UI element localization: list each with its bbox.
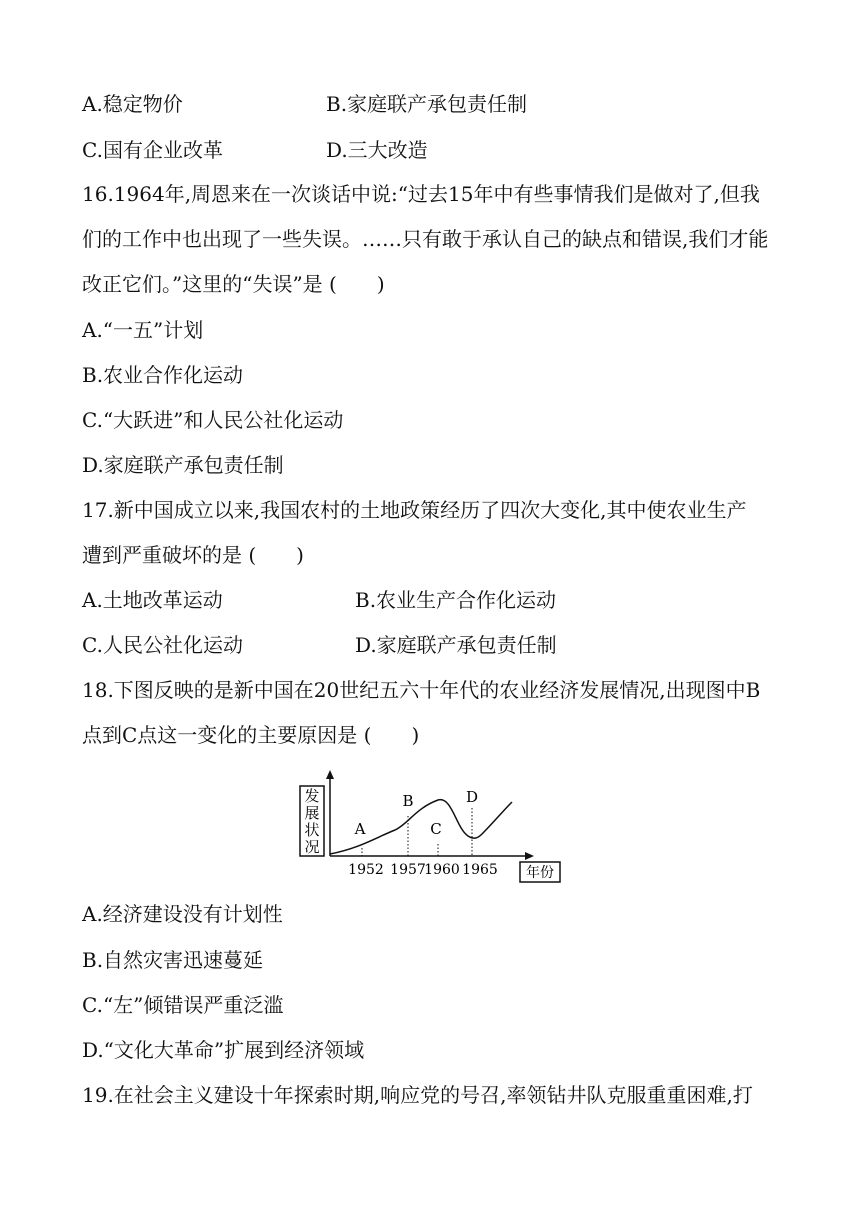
q18-option-a: A.经济建设没有计划性 <box>82 902 283 926</box>
q15-option-c: C.国有企业改革 <box>82 138 223 162</box>
q15-option-d: D.三大改造 <box>326 138 428 162</box>
y-axis-arrow <box>326 770 334 779</box>
tick-label-1957: 1957 <box>390 862 426 878</box>
point-label-c: C <box>430 820 442 838</box>
q18-option-c: C.“左”倾错误严重泛滥 <box>82 993 284 1017</box>
agriculture-trend-figure <box>290 768 570 888</box>
y-label-char-2: 展 <box>304 804 320 822</box>
y-label-char-3: 状 <box>304 821 320 839</box>
q17-option-a: A.土地改革运动 <box>82 588 223 612</box>
x-label: 年份 <box>526 865 554 881</box>
q19-stem-line-1: 19.在社会主义建设十年探索时期,响应党的号召,率领钻井队克服重重困难,打 <box>82 1083 753 1107</box>
q17-option-b: B.农业生产合作化运动 <box>355 588 557 612</box>
y-label-char-4: 况 <box>304 838 320 856</box>
q17-stem-line-1: 17.新中国成立以来,我国农村的土地政策经历了四次大变化,其中使农业生产 <box>82 498 747 522</box>
q16-option-b: B.农业合作化运动 <box>82 363 244 387</box>
q16-option-a: A.“一五”计划 <box>82 318 204 342</box>
q17-option-c: C.人民公社化运动 <box>82 633 243 657</box>
q17-stem-line-2: 遭到严重破坏的是 ( ) <box>82 543 304 567</box>
q15-option-a: A.稳定物价 <box>82 92 183 116</box>
q18-stem-line-2: 点到C点这一变化的主要原因是 ( ) <box>82 723 420 747</box>
q16-option-d: D.家庭联产承包责任制 <box>82 453 284 477</box>
q15-option-b: B.家庭联产承包责任制 <box>326 92 528 116</box>
q16-stem-line-1: 16.1964年,周恩来在一次谈话中说:“过去15年中有些事情我们是做对了,但我 <box>82 182 760 206</box>
tick-label-1960: 1960 <box>424 862 460 878</box>
tick-label-1965: 1965 <box>462 862 498 878</box>
point-label-d: D <box>465 788 479 806</box>
x-axis-arrow <box>525 852 534 860</box>
point-label-b: B <box>402 792 414 810</box>
q16-stem-line-3: 改正它们。”这里的“失误”是 ( ) <box>82 272 385 296</box>
tick-label-1952: 1952 <box>348 862 384 878</box>
q16-stem-line-2: 们的工作中也出现了一些失误。……只有敢于承认自己的缺点和错误,我们才能 <box>82 227 769 251</box>
y-label-char-1: 发 <box>304 787 320 805</box>
q18-option-d: D.“文化大革命”扩展到经济领域 <box>82 1038 365 1062</box>
q18-option-b: B.自然灾害迅速蔓延 <box>82 948 264 972</box>
q17-option-d: D.家庭联产承包责任制 <box>355 633 557 657</box>
q18-stem-line-1: 18.下图反映的是新中国在20世纪五六十年代的农业经济发展情况,出现图中B <box>82 678 761 702</box>
point-label-a: A <box>354 820 366 838</box>
q16-option-c: C.“大跃进”和人民公社化运动 <box>82 408 344 432</box>
